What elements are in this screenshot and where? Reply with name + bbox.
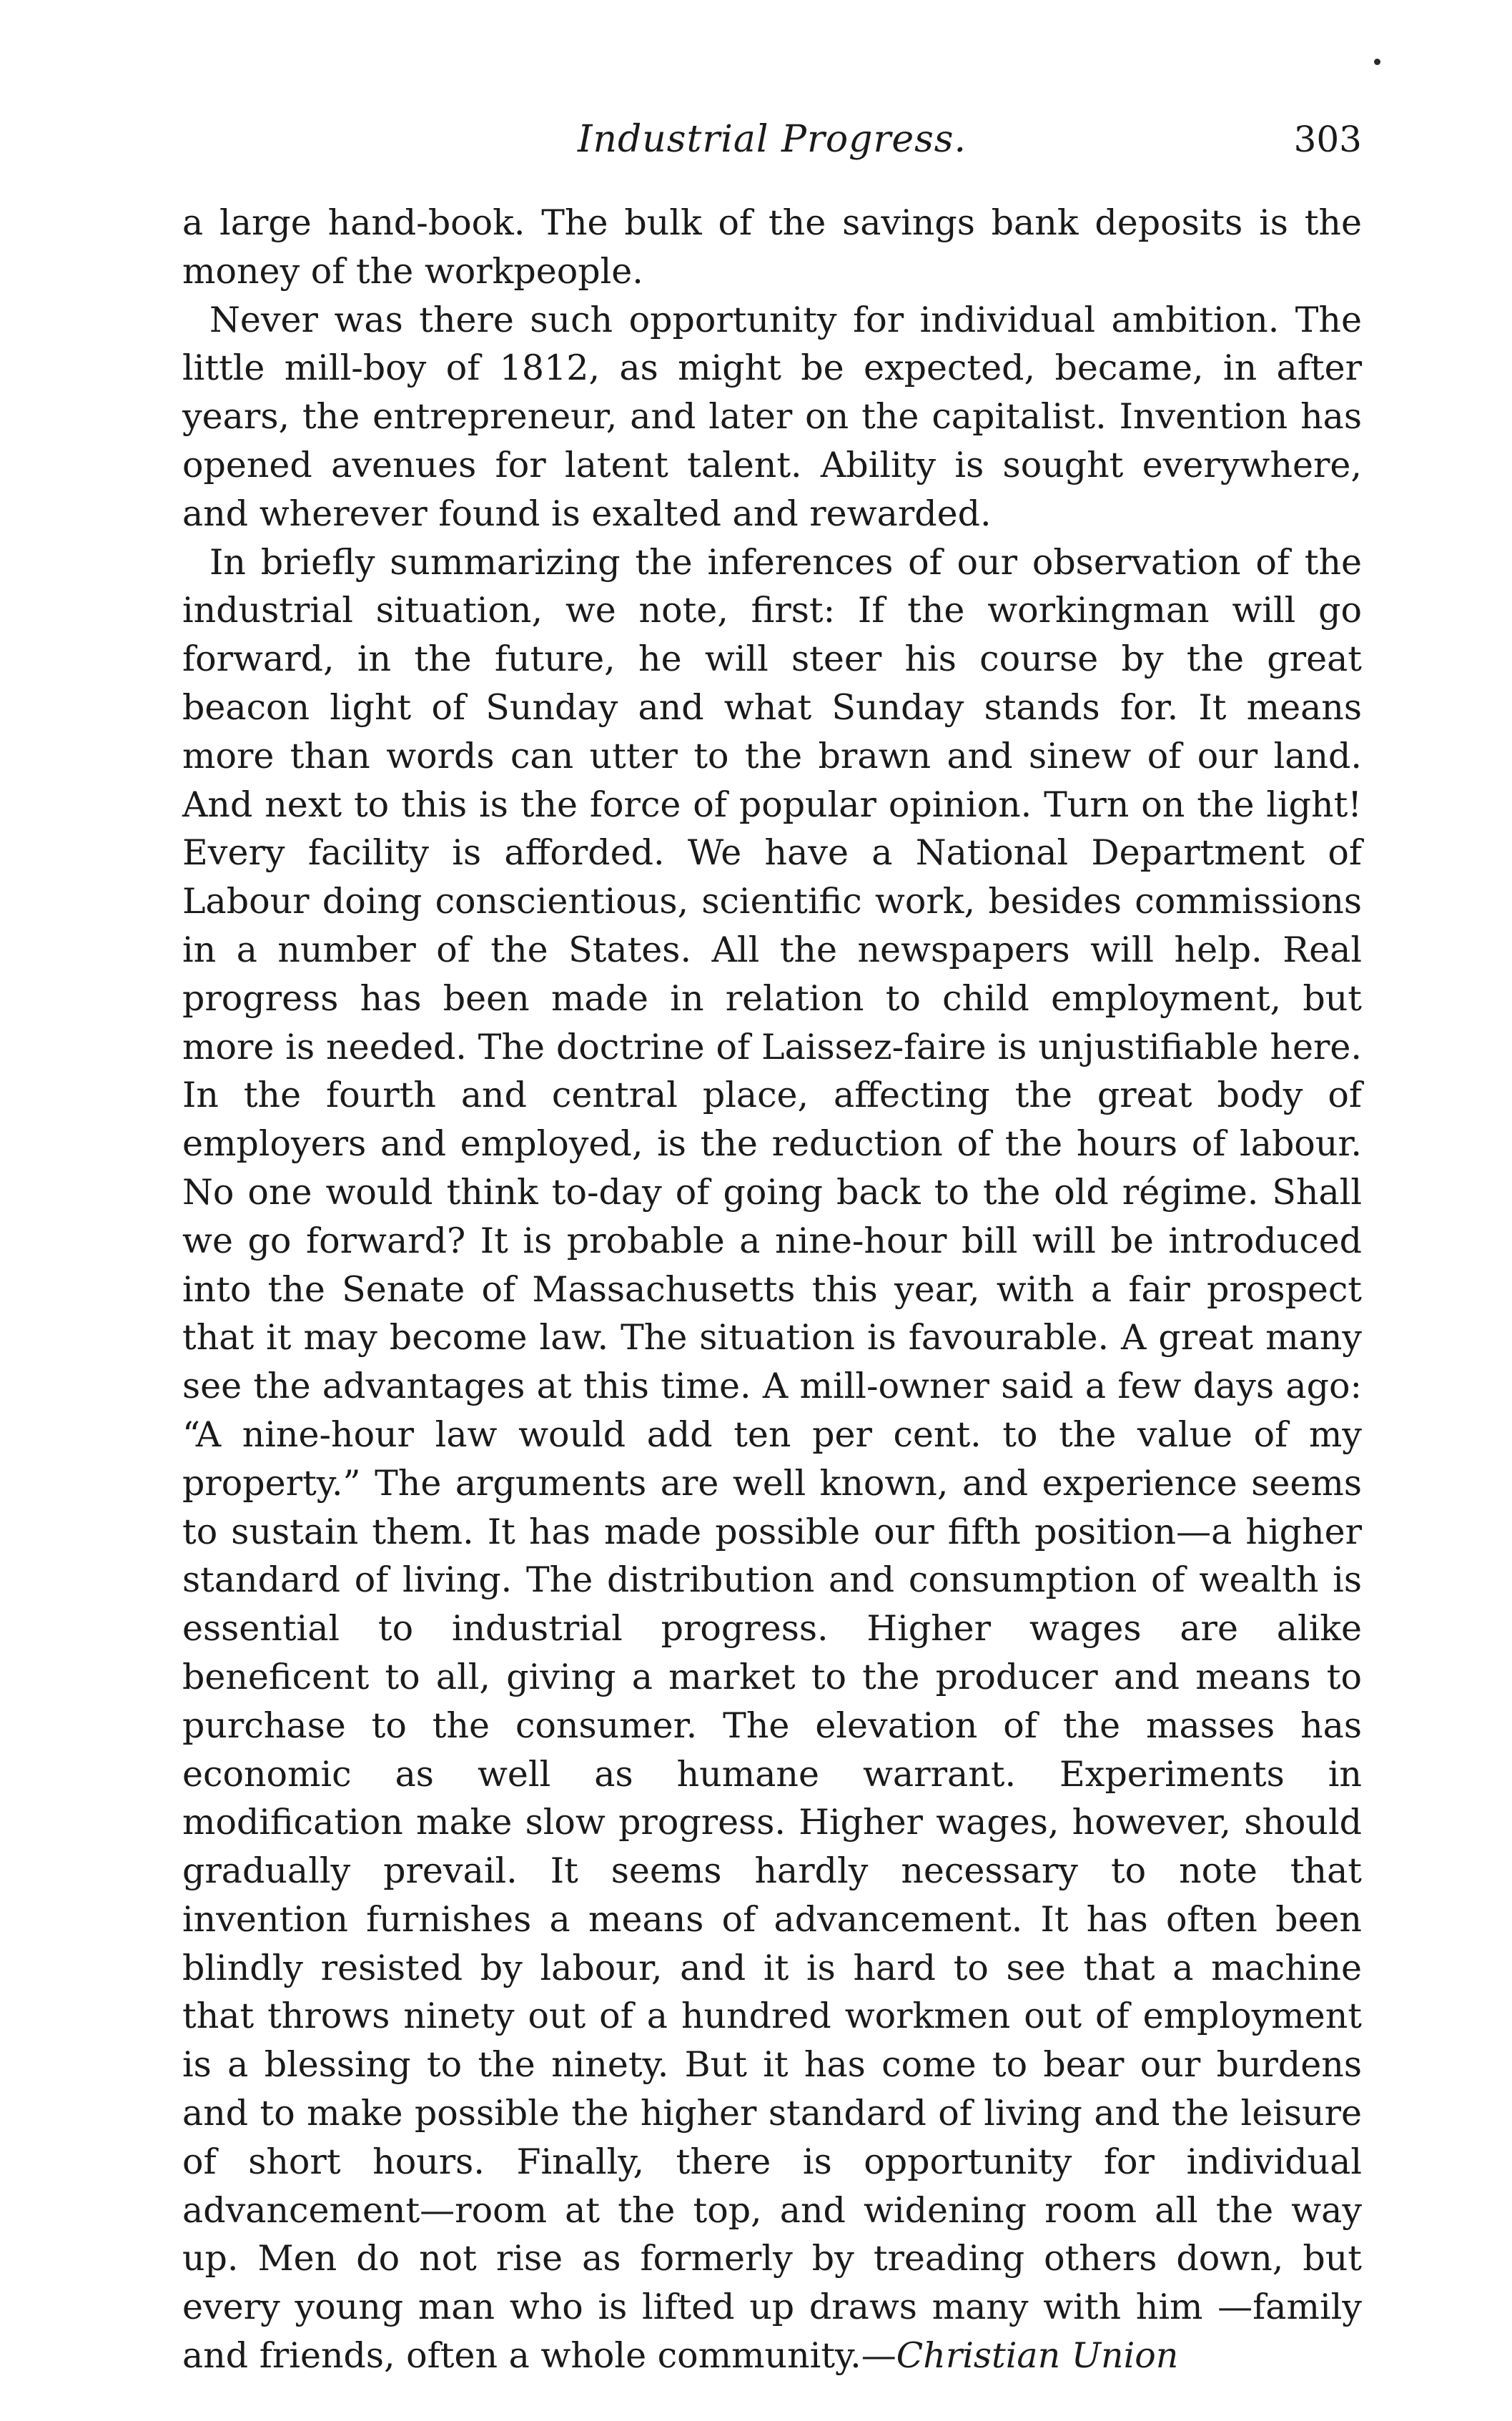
paragraph-summary-text: In briefly summarizing the inferences of our observation of the industrial situation, we note, first: If the workingman will go forward, in the future, he will steer his course by the great beacon light of Sunday and what Sunday stands for. It means more than words can utter to the brawn and sinew of our land. And next to this is the force of popular opinion. Turn on the light! Every facility is afforded. We have a National Department of Labour doing conscientious, scientific work, besides commissions in a number of the States. All the newspapers will help. Real progress has been made in relation to child employment, but more is needed. The doctrine of Laissez-faire is unjustifiable here. In the fourth and central place, affecting the great body of employers and employed, is the reduction of the hours of labour. No one would think to-day of going back to the old régime. Shall we go forward? It is probable a nine-hour bill will be introduced into the Senate of Massachusetts this year, with a fair prospect that it may become law. The situation is favourable. A great many see the advantages at this time. A mill-owner said a few days ago: “A nine-hour law would add ten per cent. to the value of my property.” The arguments are well known, and experience seems to sustain them. It has made possible our fifth position—a higher standard of living. The distribution and consumption of wealth is essential to industrial progress. Higher wages are alike beneficent to all, giving a market to the producer and means to purchase to the consumer. The elevation of the masses has economic as well as humane warrant. Experiments in modification make slow progress. Higher wages, however, should gradually prevail. It seems hardly necessary to note that invention furnishes a means of advancement. It has often been blindly resisted by labour, and it is hard to see that a machine that throws ninety out of a hundred workmen out of employment is a blessing to the ninety. But it has come to bear our burdens and to make possible the higher standard of living and the leisure of short hours. Finally, there is opportunity for individual advancement—room at the top, and widening room all the way up. Men do not rise as formerly by treading others down, but every young man who is lifted up draws many with him —family and friends, often a whole community.— [182, 541, 1362, 2377]
page-number: 303 [1293, 119, 1362, 160]
ink-speck [1374, 59, 1380, 65]
body-text [182, 199, 1362, 2380]
paragraph-summary [182, 538, 1362, 2380]
running-head [182, 111, 1362, 168]
paragraph-continuation: a large hand-book. The bulk of the savings bank deposits is the money of the workpeople. [182, 202, 1362, 292]
running-title: Industrial Progress. [577, 118, 967, 161]
paragraph-ambition: Never was there such opportunity for individual ambition. The little mill-boy of 1812, as might be expected, became, in after years, the entrepreneur, and later on the capitalist. Invention has opened avenues for latent talent. Ability is sought everywhere, and wherever found is exalted and rewarded. [182, 299, 1362, 534]
source-citation: Christian Union [896, 2335, 1179, 2377]
